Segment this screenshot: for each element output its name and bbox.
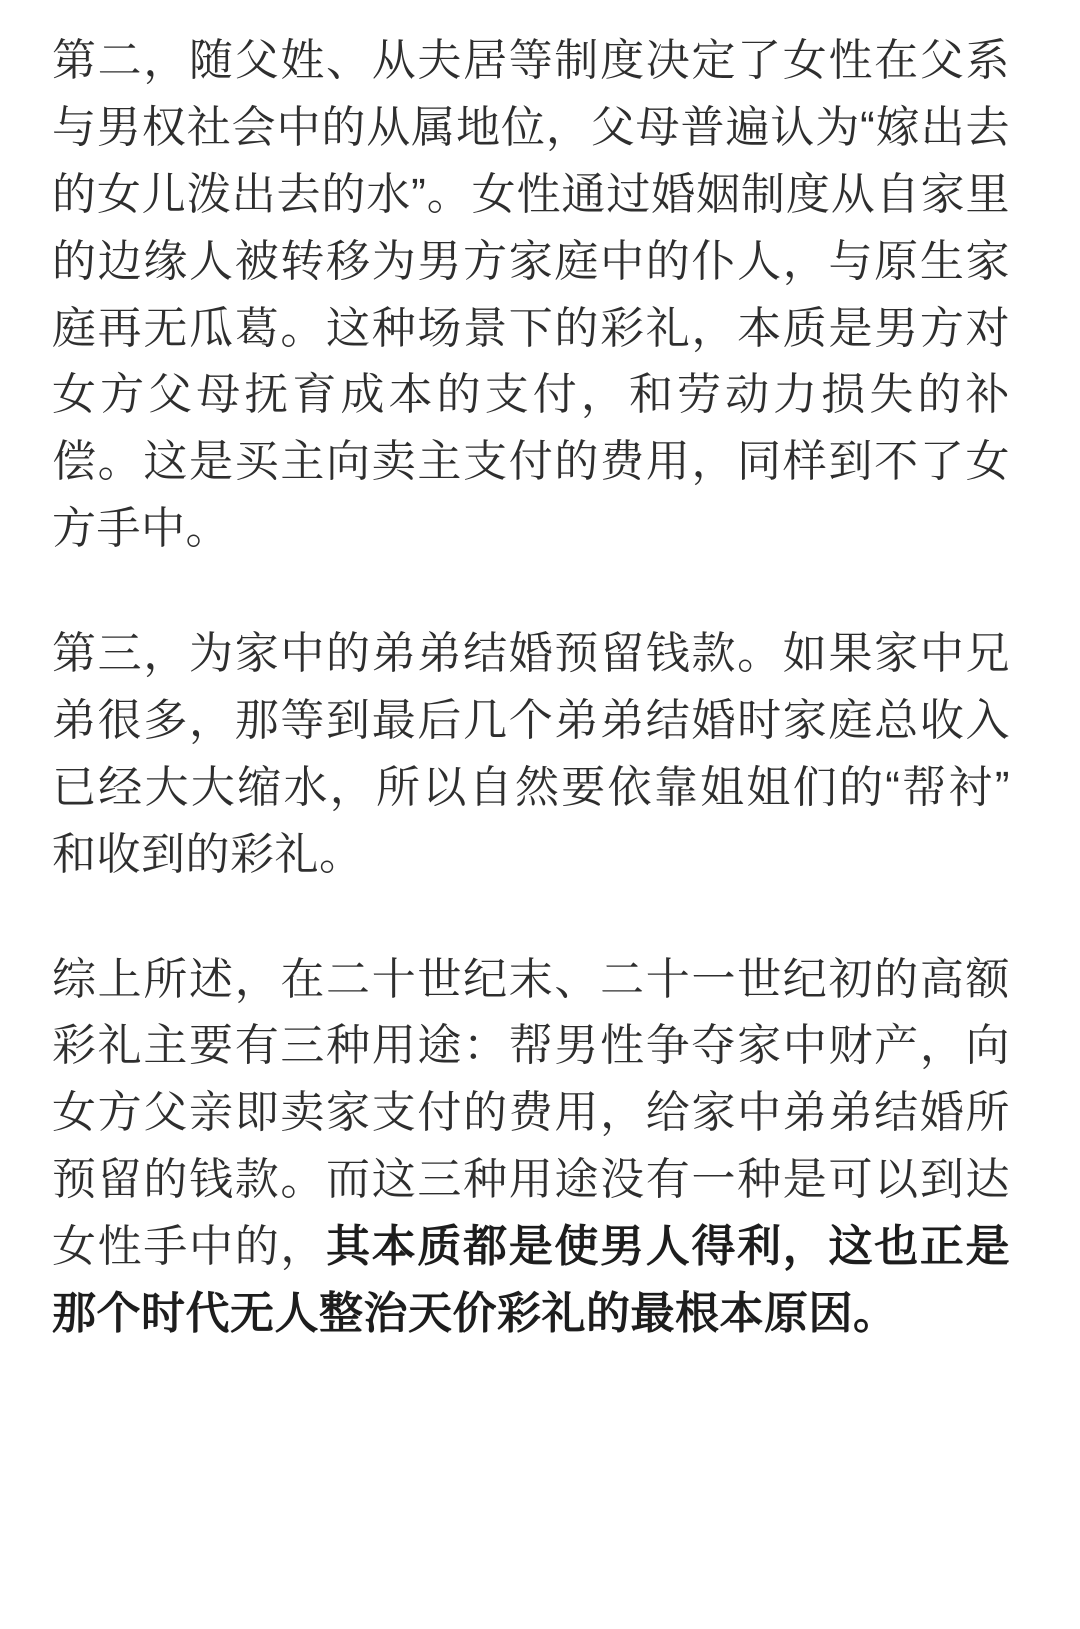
paragraph-conclusion bbox=[52, 947, 1010, 1348]
paragraph-conclusion-bold-text: 其本质都是使男人得利，这也正是那个时代无人整治天价彩礼的最根本原因。 bbox=[52, 1222, 1011, 1338]
paragraph-conclusion-normal-text: 综上所述，在二十世纪末、二十一世纪初的高额彩礼主要有三种用途：帮男性争夺家中财产，向女方父亲即卖家支付的费用，给家中弟弟结婚所预留的钱款。而这三种用途没有一种是可以到达女性手中的， bbox=[52, 954, 1010, 1271]
paragraph-third-point: 第三，为家中的弟弟结婚预留钱款。如果家中兄弟很多，那等到最后几个弟弟结婚时家庭总收入已经大大缩水，所以自然要依靠姐姐们的“帮衬”和收到的彩礼。 bbox=[52, 629, 1010, 879]
paragraph-second-point: 第二，随父姓、从夫居等制度决定了女性在父系与男权社会中的从属地位，父母普遍认为“嫁出去的女儿泼出去的水”。女性通过婚姻制度从自家里的边缘人被转移为男方家庭中的仆人，与原生家庭再无瓜葛。这种场景下的彩礼，本质是男方对女方父母抚育成本的支付，和劳动力损失的补偿。这是买主向卖主支付的费用，同样到不了女方手中。 bbox=[52, 36, 1010, 554]
